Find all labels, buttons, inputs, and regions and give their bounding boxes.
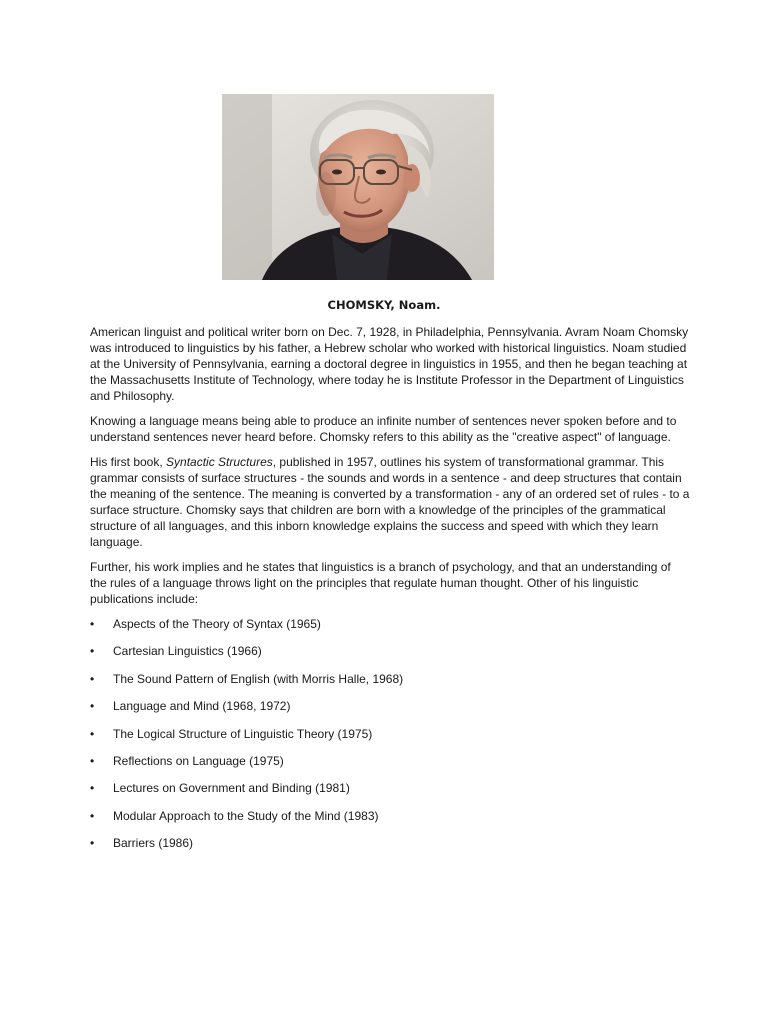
publication-title: Cartesian Linguistics (1966) [113,644,262,659]
bullet-icon: • [90,808,95,823]
page-title: CHOMSKY, Noam. [327,298,441,312]
bullet-icon: • [90,617,95,631]
portrait-photo [222,94,494,280]
publication-title: Lectures on Government and Binding (1981) [113,781,350,796]
book-title-syntactic-structures: Syntactic Structures [166,455,273,469]
publication-title: Language and Mind (1968, 1972) [113,699,291,714]
publication-title: Modular Approach to the Study of the Mind (1983) [113,808,379,823]
list-item [90,780,690,807]
bullet-icon: • [90,671,95,686]
bullet-icon: • [90,699,95,714]
list-item [90,808,690,835]
paragraph-psychology: Further, his work implies and he states that linguistics is a branch of psychology, and that an understanding of the rules of a language throws light on the principles that regulate human thought. Other of his linguistic publications include: [90,560,671,606]
bullet-icon: • [90,781,95,796]
publication-title: Aspects of the Theory of Syntax (1965) [113,617,321,631]
publication-title: Barriers (1986) [113,836,194,851]
bullet-icon: • [90,753,95,768]
bullet-icon: • [90,644,95,659]
list-item [90,616,690,643]
list-item [90,835,690,862]
publication-title: The Sound Pattern of English (with Morris Halle, 1968) [113,671,404,686]
list-item [90,726,690,753]
paragraph-language-knowledge: Knowing a language means being able to produce an infinite number of sentences never spoken before and to understand sentences never heard before. Chomsky refers to this ability as the "creative aspect" of language. [90,414,677,444]
publication-title: The Logical Structure of Linguistic Theory (1975) [113,726,373,741]
bullet-icon: • [90,726,95,741]
list-item [90,698,690,725]
paragraph-syntactic-structures [90,454,690,550]
list-item [90,753,690,780]
portrait-illustration [222,94,494,280]
publications-list [90,616,690,863]
paragraph-text-rest: , published in 1957, outlines his system of transformational grammar. This grammar consists of surface structures - the sounds and words in a sentence - and deep structures that contain the meaning of the sentence. The meaning is converted by a transformation - any of an ordered set of rules - to a surface structure. Chomsky says that children are born with a knowledge of the principles of the grammatical structure of all languages, and this inborn knowledge explains the success and speed with which they learn language. [90,455,690,549]
article-body [90,324,690,863]
list-item [90,671,690,698]
bullet-icon: • [90,836,95,851]
paragraph-biography: American linguist and political writer born on Dec. 7, 1928, in Philadelphia, Pennsylvania. Avram Noam Chomsky was introduced to linguistics by his father, a Hebrew scholar who worked with historical linguistics. Noam studied at the University of Pennsylvania, earning a doctoral degree in linguistics in 1955, and then he began teaching at the Massachusetts Institute of Technology, where today he is Institute Professor in the Department of Linguistics and Philosophy. [90,325,689,403]
publication-title: Reflections on Language (1975) [113,753,284,768]
paragraph-text-lead: His first book, [90,455,167,469]
list-item [90,643,690,670]
